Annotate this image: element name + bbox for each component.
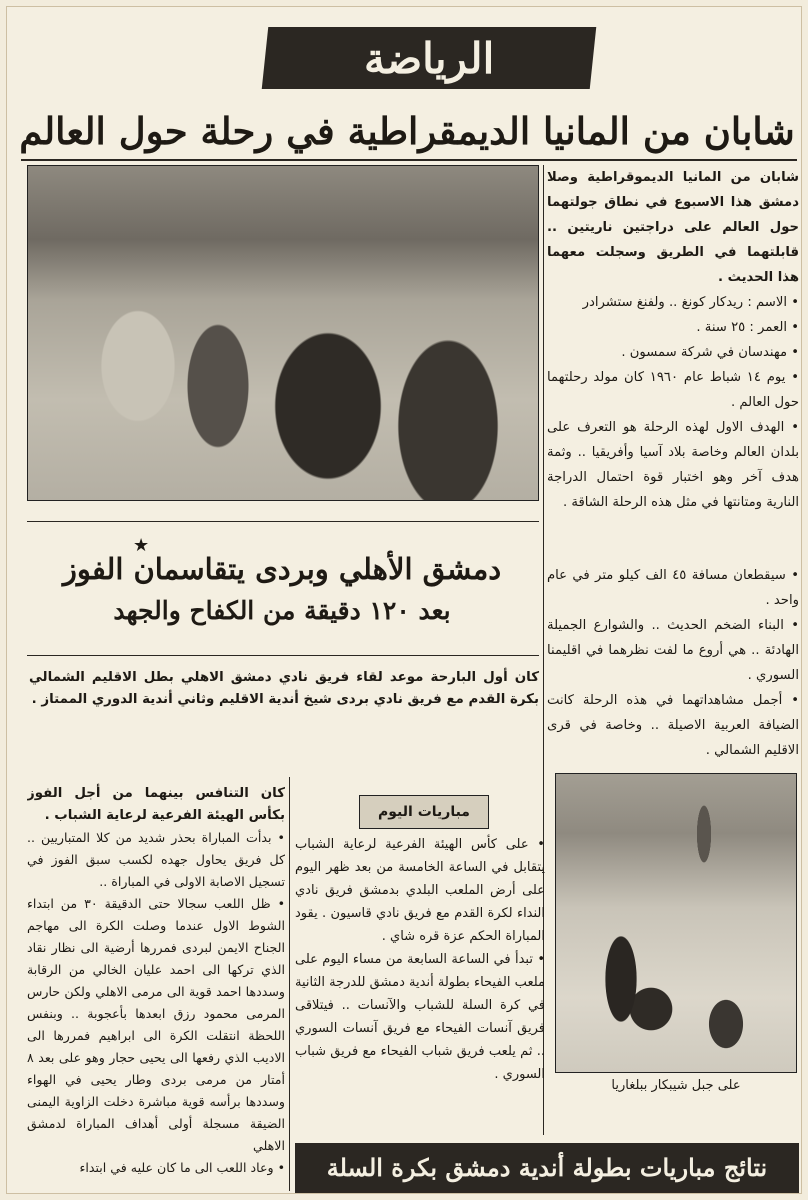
newspaper-page [6, 6, 802, 1194]
article2-paragraph: • ظل اللعب سجالا حتى الدقيقة ٣٠ من ابتداء الشوط الاول عندما وصلت الكرة الى مهاجم الجناح الايمن لبردى فمررها أرضية الى نظار نقاد الذي تركها الى احمد عليان الخالي من الرقابة وسددها احمد قوية الى مرمى الاهلي ولكن حارس المرمى محمود رزق ابعدها بأعجوبة .. وبنفس اللحظة انتقلت الكرة الى ابراهيم فمررها الى الاديب الذي رفعها الى يحيى حجار وهو على بعد ٨ أمتار من مرمى بردى وطار يحيى في الهواء وسددها برأسه قوية مباشرة دخلت الزاوية اليمنى الضيقة مسجلة أولى أهداف المباراة لدمشق الاهلي [27, 893, 285, 1157]
cyclists-photo [27, 165, 539, 501]
article2-paragraph: • بدأت المباراة بحذر شديد من كلا المتباريين .. كل فريق يحاول جهده لكسب سبق الفوز في تسجيل الاصابة الاولى في المباراة .. [27, 827, 285, 893]
mountain-photo-caption: على جبل شيبكار ببلغاريا [611, 1078, 741, 1093]
article1-item: • يوم ١٤ شباط عام ١٩٦٠ كان مولد رحلتهما حول العالم . [547, 365, 799, 415]
article2-intro: كان أول البارحة موعد لقاء فريق نادي دمشق الاهلي بطل الاقليم الشمالي بكرة القدم مع فريق نادي بردى شيخ أندية الاقليم وثاني أندية الدوري الممتاز . [29, 670, 539, 707]
article2-subhead: كان التنافس بينهما من أجل الفوز بكأس الهيئة الفرعية لرعاية الشباب . [27, 786, 285, 823]
main-headline: شابان من المانيا الديمقراطية في رحلة حول العالم [19, 109, 795, 153]
article1-item: • العمر : ٢٥ سنة . [547, 315, 799, 340]
article1-column-top [547, 165, 799, 561]
article2-column [27, 783, 285, 1191]
article2-paragraph: • وعاد اللعب الى ما كان عليه في ابتداء [27, 1157, 285, 1179]
mountain-photo [555, 773, 797, 1073]
headline-rule [21, 159, 797, 161]
article2-headline-line2: بعد ١٢٠ دقيقة من الكفاح والجهد [113, 596, 451, 625]
article1-column-mid [547, 563, 799, 771]
article1-item: • مهندسان في شركة سمسون . [547, 340, 799, 365]
star-icon: ★ [133, 535, 150, 556]
article1-item: • البناء الضخم الحديث .. والشوارع الجميلة الهادئة .. هي أروع ما لفت نظرهما في اقليمنا السوري . [547, 613, 799, 688]
todays-match-item: • على كأس الهيئة الفرعية لرعاية الشباب يتقابل في الساعة الخامسة من بعد ظهر اليوم على أرض الملعب البلدي بدمشق فريق نادي النداء لكرة القدم مع فريق نادي قاسيون . يقود المباراة الحكم عزة قره شاي . [295, 833, 545, 948]
todays-matches-column [295, 833, 545, 1133]
footer-headline: نتائج مباريات بطولة أندية دمشق بكرة السلة [295, 1143, 799, 1193]
column-rule-vertical-left [289, 777, 290, 1191]
section-rule [27, 521, 539, 522]
article2-headline [27, 547, 537, 631]
article2-headline-line1: دمشق الأهلي وبردى يتقاسمان الفوز [62, 552, 502, 586]
article1-item: • الهدف الاول لهذه الرحلة هو التعرف على بلدان العالم وخاصة بلاد آسيا وأفريقيا .. وثمة هدف آخر وهو اختبار قوة احتمال الدراجة النارية ومتانتها في مثل هذه الرحلة الشاقة . [547, 415, 799, 515]
section-banner [262, 27, 597, 89]
article2-rule [27, 655, 539, 656]
todays-matches-label: مباريات اليوم [359, 795, 489, 829]
article1-item: • الاسم : ريدكار كونغ .. ولفنغ ستشرادر [547, 290, 799, 315]
section-banner-text: الرياضة [363, 33, 495, 83]
article1-item: • سيقطعان مسافة ٤٥ الف كيلو متر في عام واحد . [547, 563, 799, 613]
todays-match-item: • تبدأ في الساعة السابعة من مساء اليوم على ملعب الفيحاء بطولة أندية دمشق للدرجة الثانية في كرة السلة للشباب والآنسات .. فيتلاقى فريق آنسات الفيحاء مع فريق آنسات السوري .. ثم يلعب فريق شباب الفيحاء مع فريق شباب السوري . [295, 948, 545, 1086]
article1-lead: شابان من المانيا الديموقراطية وصلا دمشق هذا الاسبوع في نطاق جولتهما حول العالم على دراجتين ناريتين .. قابلتهما في الطريق وسجلت معهما هذا الحديث . [547, 170, 799, 285]
article1-item: • أجمل مشاهداتهما في هذه الرحلة كانت الضيافة العربية الاصيلة .. وخاصة في قرى الاقليم الشمالي . [547, 688, 799, 763]
